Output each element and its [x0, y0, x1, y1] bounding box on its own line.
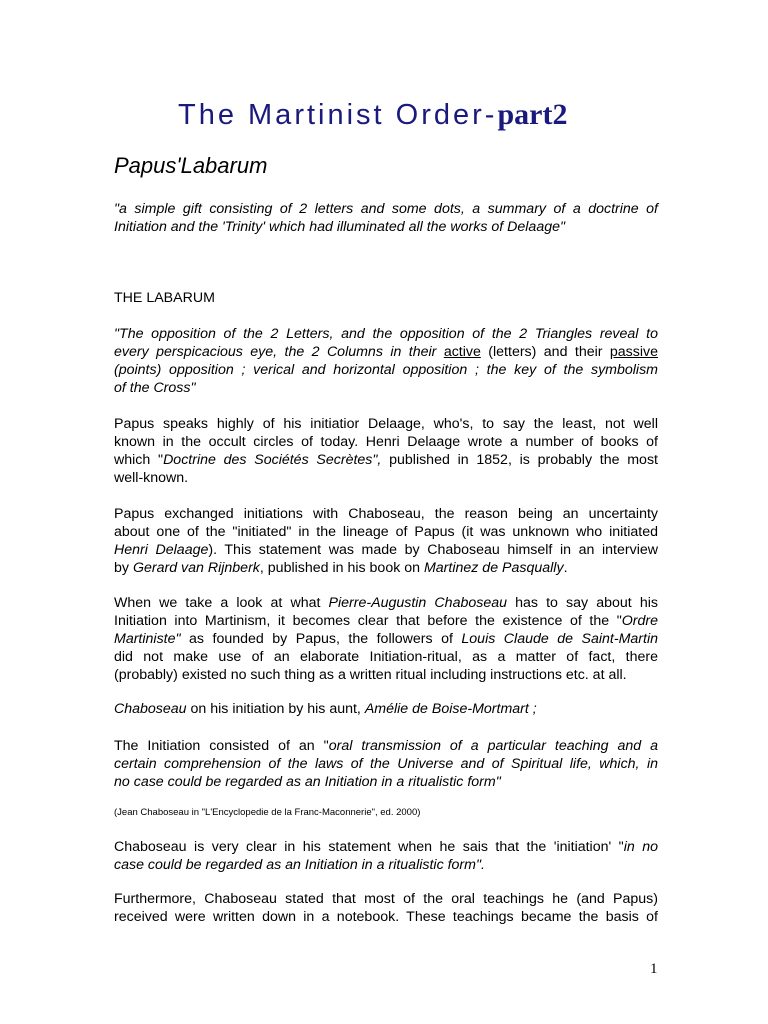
paragraph-line: did not make use of an elaborate Initiation-ritual, as a matter of fact, there [114, 649, 658, 665]
text-run: (letters) and their [480, 344, 610, 360]
paragraph-line: (probably) existed no such thing as a written ritual including instructions etc. at all. [114, 667, 627, 683]
paragraph-line: no case could be regarded as an Initiation in a ritualistic form" [114, 774, 501, 790]
person-name: Amélie de Boise-Mortmart ; [364, 701, 537, 717]
person-name: Chaboseau [114, 701, 187, 717]
text-run: . [563, 560, 568, 576]
intro-quote-line: "a simple gift consisting of 2 letters and some dots, a summary of a doctrine of [114, 201, 658, 217]
intro-quote-line: Initiation and the 'Trinity' which had illuminated all the works of Delaage" [114, 219, 566, 235]
paragraph-line [114, 630, 658, 648]
paragraph-delaage [114, 415, 658, 487]
book-title: Doctrine des Sociétés Secrètes", [163, 452, 382, 468]
paragraph-line [114, 594, 658, 612]
person-name: Gerard van Rijnberk [132, 560, 260, 576]
text-run: The Initiation consisted of an " [114, 738, 329, 754]
order-name: Ordre [621, 613, 658, 629]
text-run: ). This statement was made by Chaboseau himself in an interview [208, 542, 658, 558]
citation: (Jean Chaboseau in "L'Encyclopedie de la Franc-Maconnerie", ed. 2000) [114, 807, 421, 818]
paragraph-further [114, 890, 658, 926]
paragraph-line: case could be regarded as an Initiation in a ritualistic form". [114, 857, 485, 873]
labarum-line-2 [114, 343, 658, 361]
page-number: 1 [650, 961, 658, 977]
paragraph-line: certain comprehension of the laws of the Universe and of Spiritual life, which, in [114, 756, 658, 772]
person-name: Louis Claude de Saint-Martin [461, 631, 659, 647]
subtitle: Papus'Labarum [114, 153, 268, 178]
paragraph-aunt [114, 700, 658, 718]
labarum-line-4: of the Cross" [114, 380, 196, 396]
text-run: which " [114, 452, 164, 468]
section-heading-labarum: THE LABARUM [114, 290, 215, 306]
paragraph-line: Papus speaks highly of his initiatior Delaage, who's, to say the least, not well [114, 416, 658, 432]
paragraph-line [114, 559, 658, 577]
paragraph-line [114, 612, 658, 630]
paragraph-line [114, 541, 658, 559]
text-run: When we take a look at what [114, 595, 329, 611]
text-run: Chaboseau is very clear in his statement when he sais that the 'initiation' " [114, 839, 624, 855]
labarum-line-3: (points) opposition ; verical and horizontal opposition ; the key of the symbolism [114, 362, 658, 378]
underlined-active: active [443, 344, 481, 360]
text-run: published in 1852, is probably the most [381, 452, 658, 468]
labarum-quote [114, 325, 658, 397]
quoted-text: oral transmission of a particular teaching and a [328, 738, 659, 754]
intro-quote [114, 200, 658, 236]
text-run: as founded by Papus, the followers of [180, 631, 462, 647]
paragraph-exchange [114, 505, 658, 577]
title-part: part2 [497, 98, 568, 131]
person-name: Henri Delaage [114, 542, 209, 558]
paragraph-look [114, 594, 658, 684]
quoted-text: in no [623, 839, 659, 855]
text-run: on his initiation by his aunt, [186, 701, 365, 717]
paragraph-line: received were written down in a notebook. These teachings became the basis of [114, 909, 658, 925]
paragraph-line: Papus exchanged initiations with Chaboseau, the reason being an uncertainty [114, 506, 658, 522]
paragraph-line: about one of the "initiated" in the lineage of Papus (it was unknown who initiated [114, 524, 658, 540]
paragraph-line [114, 737, 658, 755]
paragraph-clear [114, 838, 658, 874]
order-name: Martiniste" [114, 631, 181, 647]
person-name: Pierre-Augustin Chaboseau [328, 595, 507, 611]
text-run: has to say about his [507, 595, 658, 611]
title-main: The Martinist Order- [178, 99, 498, 131]
paragraph-line: Furthermore, Chaboseau stated that most of the oral teachings he (and Papus) [114, 891, 658, 907]
text-run: , published in his book on [259, 560, 424, 576]
labarum-line-1: "The opposition of the 2 Letters, and the opposition of the 2 Triangles reveal to [114, 326, 658, 342]
text-run: Initiation into Martinism, it becomes clear that before the existence of the " [114, 613, 622, 629]
underlined-passive: passive [609, 344, 658, 360]
paragraph-line [114, 838, 658, 856]
book-title: Martinez de Pasqually [423, 560, 564, 576]
paragraph-line: well-known. [114, 470, 189, 486]
paragraph-line [114, 451, 658, 469]
paragraph-line: known in the occult circles of today. Henri Delaage wrote a number of books of [114, 434, 658, 450]
text-run: by [114, 560, 133, 576]
page-title [178, 98, 678, 132]
text-run: every perspicacious eye, the 2 Columns in their [114, 344, 444, 360]
paragraph-initiation [114, 737, 658, 791]
